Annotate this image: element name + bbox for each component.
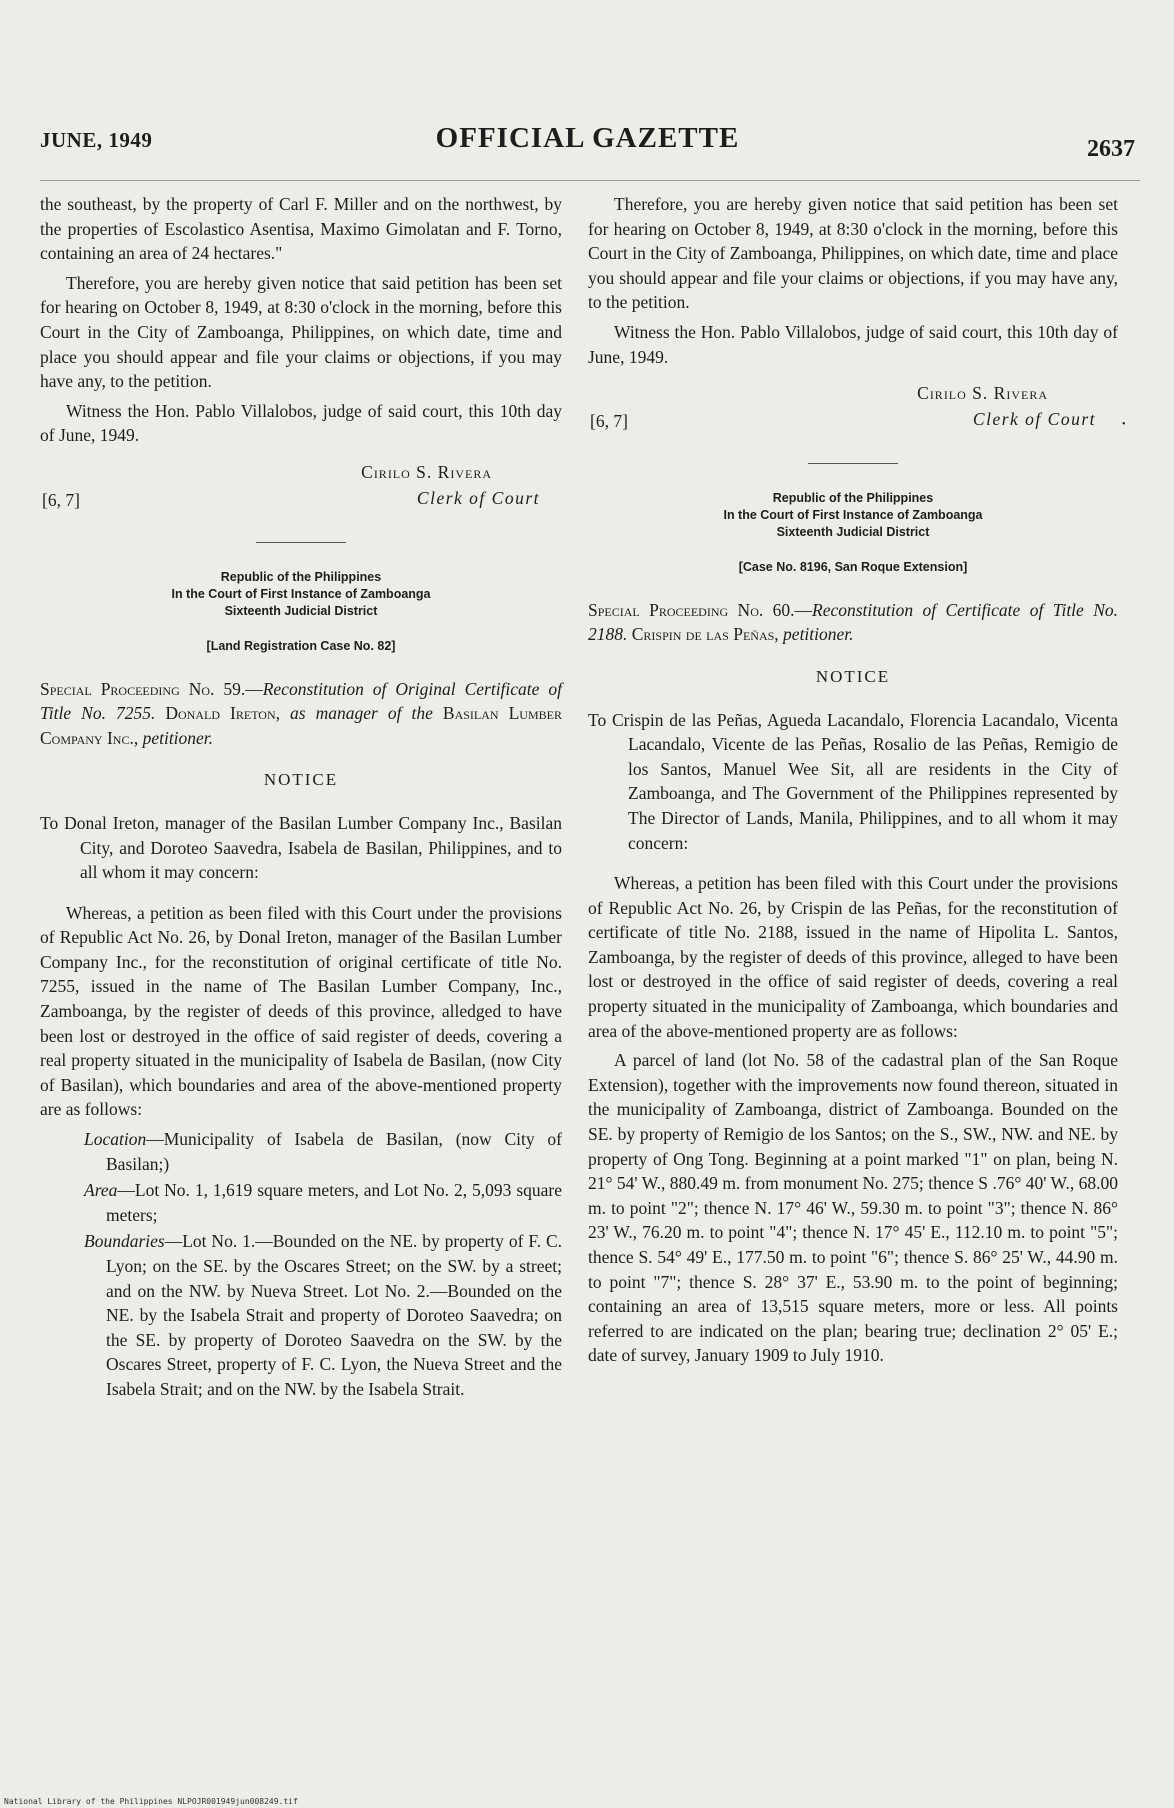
court-caption <box>40 569 562 620</box>
petitioner-name: Donald Ireton, <box>165 703 281 724</box>
header-date: JUNE, 1949 <box>40 128 153 152</box>
issue-number: [6, 7] <box>42 489 80 510</box>
page-number: 2637 <box>1087 136 1135 162</box>
signatory-name: Cirilo S. Rivera <box>361 461 492 482</box>
caption-line: In the Court of First Instance of Zamboanga <box>171 586 431 601</box>
proceeding-dash: — <box>794 599 812 620</box>
proceeding-label: Special Proceeding No. 60. <box>588 599 795 620</box>
whereas-paragraph: Whereas, a petition has been filed with this Court under the provisions of Republic Act No. 26, by Crispin de las Peñas, for the reconstitution of certificate of title No. 2188, issued in the name of Hipolita L. Santos, Zamboanga, by the register of deeds of this province, alleged to have been lost or destroyed in the office of said register of deeds, covering a real property situated in the municipality of Zamboanga, which boundaries and area of the above-mentioned property are as follows: <box>588 873 1118 1041</box>
petitioner-role: as manager of the <box>290 703 433 724</box>
proceeding-title <box>588 598 1118 647</box>
addressees: To Donal Ireton, manager of the Basilan Lumber Company Inc., Basilan City, and Doroteo Saavedra, Isabela de Basilan, Philippines, and to all whom it may concern: <box>40 812 562 883</box>
whereas-paragraph: Whereas, a petition as been filed with this Court under the provisions of Republic Act No. 26, by Donal Ireton, manager of the Basilan Lumber Company Inc., for the reconstitution of original certificate of title No. 7255, issued in the name of The Basilan Lumber Company, Inc., Zamboanga, by the register of deeds of this province, alledged to have been lost or destroyed in the office of said register of deeds, covering a real property situated in the municipality of Isabela de Basilan, (now City of Basilan), which boundaries and area of the above-mentioned property are as follows: <box>40 902 562 1120</box>
caption-line: Sixteenth Judicial District <box>776 525 930 540</box>
proceeding-title <box>40 677 562 751</box>
item-text: —Lot No. 1.—Bounded on the NE. by property of F. C. Lyon; on the SE. by the Oscares Street; on the SW. by a street; and on the NW. by Nueva Street. Lot No. 2.—Bounded on the NE. by the Isabela Strait and property of Doroteo Saavedra; on the SE. by property of Doroteo Saavedra on the SW. by the Oscares Street, property of F. C. Lyon, the Nueva Street and the Isabela Strait; and on the NW. by the Isabela Strait. <box>106 1231 562 1399</box>
witness-paragraph: Witness the Hon. Pablo Villalobos, judge of said court, this 10th day of June, 1949. <box>588 321 1118 367</box>
item-label: Boundaries <box>84 1231 165 1252</box>
therefore-paragraph: Therefore, you are hereby given notice that said petition has been set for hearing on October 8, 1949, at 8:30 o'clock in the morning, before this Court in the City of Zamboanga, Philippines, on which date, time and place you should appear and file your claims or objections, if you may have any, to the petition. <box>40 272 562 392</box>
caption-line: Republic of the Philippines <box>220 569 382 584</box>
continued-text: the southeast, by the property of Carl F. Miller and on the northwest, by the properties of Escolastico Asentisa, Maximo Gimolatan and F. Torno, containing an area of 24 hectares." <box>40 194 562 264</box>
petitioner-label: petitioner. <box>142 727 214 748</box>
proceeding-subject: Reconstitution of Certificate of Title No. 2188. <box>588 599 1118 645</box>
item-text: —Municipality of Isabela de Basilan, (now City of Basilan;) <box>106 1129 562 1174</box>
right-column <box>588 192 1118 1373</box>
property-area <box>40 1178 562 1227</box>
petitioner-label: petitioner. <box>783 624 854 645</box>
parcel-description: A parcel of land (lot No. 58 of the cadastral plan of the San Roque Extension), together with the improvements now found thereon, situated in the municipality of Zamboanga, district of Zamboanga. Bounded on the SE. by property of Remigio de los Santos; on the S., SW., NW. and NE. by property of Ong Tong. Beginning at a point marked "1" on plan, being N. 21° 54' W., 880.49 m. from monument No. 275; thence S .76° 40' W., 68.00 m. to point "2"; thence N. 17° 46' W., 59.30 m. to point "3"; thence N. 86° 23' W., 76.20 m. to point "4"; thence N. 17° 45' E., 112.10 m. to point "5"; thence S. 54° 49' E., 177.50 m. to point "6"; thence S. 86° 25' W., 44.90 m. to point "7"; thence S. 28° 37' E., 53.90 m. to the point of beginning; containing an area of 13,515 square meters, more or less. All points referred to are indicated on the plan; bearing true; declination 2° 05' E.; date of survey, January 1909 to July 1910. <box>588 1050 1118 1366</box>
item-label: Area <box>84 1180 118 1201</box>
property-location <box>40 1127 562 1176</box>
publication-title: OFFICIAL GAZETTE <box>435 122 740 154</box>
section-divider <box>256 542 346 543</box>
caption-line: Republic of the Philippines <box>772 491 934 506</box>
signatory-title: Clerk of Court <box>972 409 1096 430</box>
proceeding-label: Special Proceeding No. 59. <box>40 678 246 699</box>
proceeding-dash: — <box>245 678 263 699</box>
page-header <box>40 122 1135 172</box>
left-column <box>40 192 562 1404</box>
case-number: [Land Registration Case No. 82] <box>206 638 396 653</box>
signatory-title: Clerk of Court <box>416 487 540 508</box>
case-number: [Case No. 8196, San Roque Extension] <box>738 560 968 575</box>
notice-heading: NOTICE <box>263 770 339 790</box>
item-text: —Lot No. 1, 1,619 square meters, and Lot No. 2, 5,093 square meters; <box>106 1180 562 1225</box>
court-caption <box>588 490 1118 541</box>
company-name: Basilan Lumber Company Inc., <box>40 703 562 748</box>
section-divider <box>808 463 898 464</box>
signatory-name: Cirilo S. Rivera <box>917 383 1048 404</box>
header-rule <box>40 180 1140 181</box>
witness-paragraph: Witness the Hon. Pablo Villalobos, judge of said court, this 10th day of June, 1949. <box>40 400 562 446</box>
signature-block <box>40 458 562 520</box>
proceeding-subject: Reconstitution of Original Certificate of Title No. 7255. <box>40 678 562 724</box>
caption-line: In the Court of First Instance of Zamboanga <box>723 508 983 523</box>
item-label: Location <box>84 1129 147 1150</box>
addressees: To Crispin de las Peñas, Agueda Lacandalo, Florencia Lacandalo, Vicenta Lacandalo, Vicente de las Peñas, Rosalio de las Peñas, Remigio de los Santos, Manuel Wee Sit, all are residents in the City of Zamboanga, and The Government of the Philippines represented by The Director of Lands, Manila, Philippines, and to all whom it may concern: <box>588 709 1118 853</box>
issue-number: [6, 7] <box>590 411 628 432</box>
therefore-paragraph: Therefore, you are hereby given notice that said petition has been set for hearing on October 8, 1949, at 8:30 o'clock in the morning, before this Court in the City of Zamboanga, Philippines, on which date, time and place you should appear and file your claims or objections, if you may have any, to the petition. <box>588 194 1118 313</box>
property-boundaries <box>40 1229 562 1401</box>
scan-footer: National Library of the Philippines NLPOJR001949jun008249.tif <box>4 1797 298 1806</box>
notice-heading: NOTICE <box>815 666 891 686</box>
caption-line: Sixteenth Judicial District <box>224 603 378 618</box>
signature-block <box>588 379 1118 441</box>
speck-mark: • <box>1122 419 1126 430</box>
petitioner-name: Crispin de las Peñas, <box>631 624 779 645</box>
